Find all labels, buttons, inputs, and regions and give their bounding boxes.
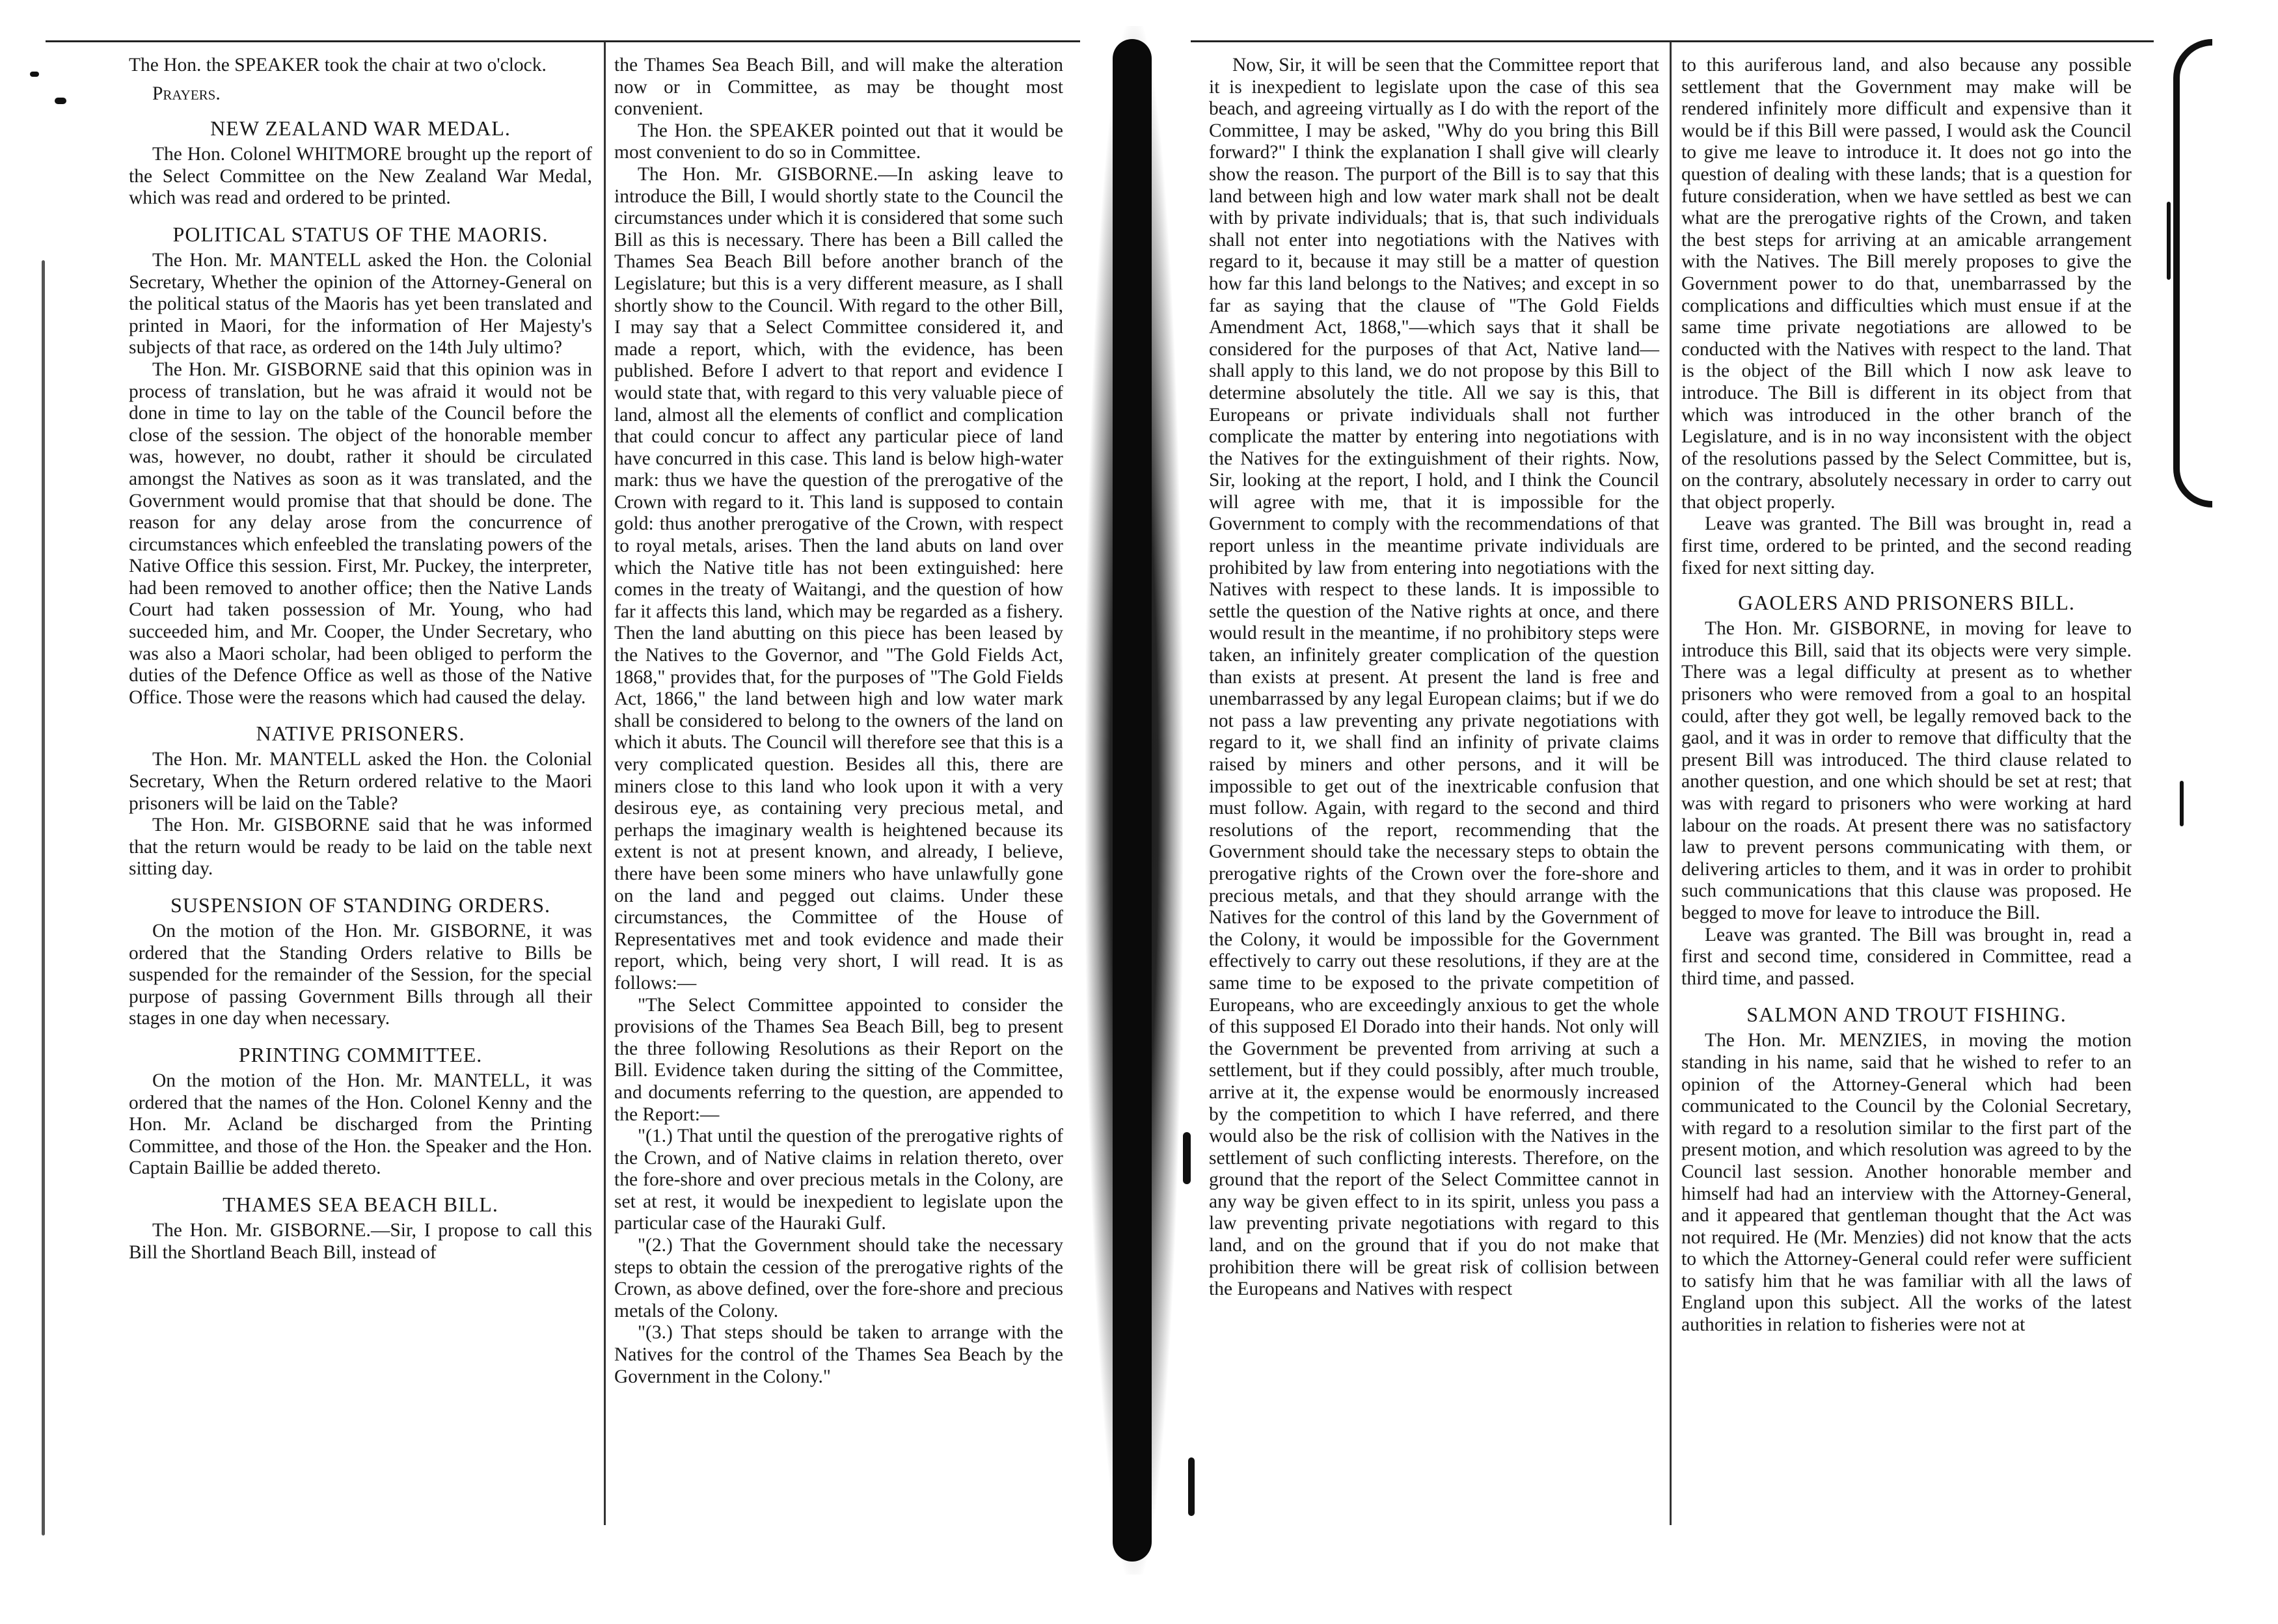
paragraph: to this auriferous land, and also because any possible settlement that the Government may make will be rendered infinitely more difficult and expensive than it would be if this Bill were passed, I would ask the Council to give me leave to introduce it. It does not go into the question of dealing with these lands; that is a question for future consideration, when we have settled as best we can what are the prerogative rights of the Crown, and taken the best steps for arriving at an amicable arrangement with the Natives. The Bill merely proposes to give the Government power to do that, unembarrassed by the complications and difficulties which must ensue if at the same time private negotiations are allowed to be conducted with the Natives with respect to the land. That is the object of the Bill which I now ask leave to introduce. The Bill is different in its object from that which was introduced in the other branch of the Legislature, and is in no way inconsistent with the object of the resolutions passed by the Select Committee, but is, on the contrary, absolutely necessary in order to carry out that object properly. [1681, 55, 2132, 513]
margin-mark-left-2 [30, 72, 39, 77]
paragraph: The Hon. Mr. GISBORNE.—Sir, I propose to call this Bill the Shortland Beach Bill, instead of [129, 1219, 592, 1263]
paragraph: The Hon. Mr. GISBORNE said that he was informed that the return would be ready to be laid on the table next sitting day. [129, 815, 592, 880]
paragraph: The Hon. the SPEAKER pointed out that it would be most convenient to do so in Committee. [614, 120, 1063, 163]
quoted-resolution: "(1.) That until the question of the prerogative rights of the Crown, and of Native claims in relation thereto, over the fore-shore and over precious metals in the Colony, are set at rest, it would be inexpedient to legislate upon the particular case of the Hauraki Gulf. [614, 1126, 1063, 1234]
paragraph: The Hon. Mr. MENZIES, in moving the motion standing in his name, said that he wished to refer to an opinion of the Attorney-General which had been communicated to the Council by the Colonial Secretary, with regard to a resolution similar to the first part of the present motion, and which resolution was agreed to by the Council last session. Another honorable member and himself had had an interview with the Attorney-General, and it appeared that gentleman thought that the Act was not required. He (Mr. Menzies) did not know that the acts to which the Attorney-General could refer were sufficient to satisfy him that he was familiar with all the laws of England upon this subject. All the works of the latest authorities in relation to fisheries were not at [1681, 1030, 2132, 1336]
margin-mark-right-1 [2167, 202, 2171, 280]
margin-mark-gutter-2 [1188, 1457, 1195, 1516]
quoted-resolution: "The Select Committee appointed to consider the provisions of the Thames Sea Beach Bill, beg to present the three following Resolutions as their Report on the Bill. Evidence taken during the sitting of the Committee, and documents referring to the question, are appended to the Report:— [614, 994, 1063, 1125]
paragraph: On the motion of the Hon. Mr. MANTELL, it was ordered that the names of the Hon. Colonel Kenny and the Hon. Mr. Acland be discharged from the Printing Committee, and those of the Hon. the Speaker and the Hon. Captain Baillie be added thereto. [129, 1070, 592, 1179]
column-4 [1681, 55, 2132, 1336]
column-divider-right [1670, 42, 1672, 1525]
section-heading: THAMES SEA BEACH BILL. [223, 1192, 498, 1216]
margin-mark-left-edge [42, 260, 45, 1536]
section-heading: PRINTING COMMITTEE. [238, 1042, 483, 1066]
paragraph: The Hon. Colonel WHITMORE brought up the report of the Select Committee on the New Zealand War Medal, which was read and ordered to be printed. [129, 144, 592, 209]
paragraph: The Hon. Mr. MANTELL asked the Hon. the Colonial Secretary, Whether the opinion of the Attorney-General on the political status of the Maoris has yet been translated and printed in Maori, for the information of Her Majesty's subjects of that race, as ordered on the 14th July ultimo? [129, 249, 592, 359]
margin-mark-left [55, 98, 66, 104]
binding-gutter-core [1113, 39, 1152, 1562]
paragraph: On the motion of the Hon. Mr. GISBORNE, it was ordered that the Standing Orders relative to Bills be suspended for the remainder of the Session, for the special purpose of passing Government Bills through all their stages in one day when necessary. [129, 921, 592, 1029]
column-2 [614, 55, 1063, 1388]
paragraph: Now, Sir, it will be seen that the Committee report that it is inexpedient to legislate upon the case of this sea beach, and agreeing virtually as I do with the report of the Committee, I may be asked, "Why do you bring this Bill forward?" I think the explanation I shall give will clearly show the reason. The purport of the Bill is to say that this land between high and low water mark shall not be dealt with by private individuals; that is, that such individuals shall not enter into negotiations with the Natives with regard to it, because it may still be a matter of question how far this land belongs to the Natives; and except in so far as saying that the clause of "The Gold Fields Amendment Act, 1868,"—which says that it shall be considered for the purposes of that Act, Native land—shall apply to this land, we do not propose by this Bill to determine absolutely the title. All we say is this, that Europeans or private individuals shall not further complicate the matter by entering into negotiations with the Natives for the extinguishment of their rights. Now, Sir, looking at the report, I hold, and I think the Council will agree with me, that it is impossible for the Government to comply with the recommendations of that report unless in the meantime private individuals are prohibited by law from entering into negotiations with the Natives with respect to these lands. It is impossible to settle the question of the Native rights at once, and there would result in the meantime, if no prohibitory steps were taken, an infinitely greater complication of the question than exists at present. At present the land is free and unembarrassed by any legal European claims; but if we do not pass a law preventing any private negotiations with regard to it, we shall find an infinity of private claims raised by miners and other persons, and it will be impossible to get out of the inextricable confusion that must follow. Again, with regard to the second and third resolutions of the report, recommending that the Government should take the necessary steps to obtain the prerogative rights of the Crown over the fore-shore and precious metals, and that they should arrange with the Natives for the control of this land by the Government of the Colony, it would be impossible for the Government effectively to carry out these resolutions, if they are at the same time to be exposed to the private competition of Europeans, who are exceedingly anxious to get the whole of this supposed El Dorado into their hands. Not only will the Government be prevented from arriving at such a settlement, but if they could possibly, after much trouble, arrive at it, the expense would be enormously increased by the competition to which I have referred, and there would also be the risk of collision with the Natives in the settlement of such conflicting interests. Therefore, on the ground that the report of the Select Committee cannot in any way be given effect to in its spirit, unless you pass a law preventing private negotiations with regard to this land, and on the ground that if you do not make that prohibition there will be great risk of collision between the Europeans and Natives with respect [1209, 55, 1659, 1300]
paragraph: The Hon. Mr. MANTELL asked the Hon. the Colonial Secretary, When the Return ordered relative to the Maori prisoners will be laid on the Table? [129, 749, 592, 814]
section-heading: NEW ZEALAND WAR MEDAL. [210, 116, 511, 141]
quoted-resolution: "(2.) That the Government should take the necessary steps to obtain the cession of the prerogative rights of the Crown, as above defined, over the fore-shore and precious metals of the Colony. [614, 1235, 1063, 1321]
paragraph: the Thames Sea Beach Bill, and will make the alteration now or in Committee, as may be thought most convenient. [614, 55, 1063, 120]
paragraph: The Hon. the SPEAKER took the chair at two o'clock. [129, 55, 547, 75]
margin-mark-gutter-1 [1183, 1132, 1191, 1184]
section-heading: GAOLERS AND PRISONERS BILL. [1738, 591, 2075, 615]
paragraph: The Hon. Mr. GISBORNE, in moving for leave to introduce this Bill, said that its objects were very simple. There was a legal difficulty at present as to whether prisoners who were removed from a goal to an hospital could, after they got well, be legally removed back to the gaol, and it was in order to remove that difficulty that the present Bill was introduced. The third clause related to another question, and one which should be set at rest; that was with regard to prisoners who were working at hard labour on the roads. At present there was no satisfactory law to prevent persons communicating with them, or delivering articles to them, and it was in order to prohibit such communications that this clause was proposed. He begged to move for leave to introduce the Bill. [1681, 618, 2132, 923]
column-divider-left [604, 42, 606, 1525]
paragraph: Leave was granted. The Bill was brought in, read a first time, ordered to be printed, and the second reading fixed for next sitting day. [1681, 513, 2132, 578]
margin-bracket-right [2173, 39, 2212, 508]
section-heading: NATIVE PRISONERS. [256, 722, 465, 746]
paragraph: Leave was granted. The Bill was brought in, read a first and second time, considered in Committee, read a third time, and passed. [1681, 924, 2132, 989]
column-1 [129, 55, 592, 1264]
section-heading: SUSPENSION OF STANDING ORDERS. [170, 893, 550, 917]
paragraph: The Hon. Mr. GISBORNE.—In asking leave to introduce the Bill, I would shortly state to the Council the circumstances under which it is considered that some such Bill as this is necessary. There has been a Bill called the Thames Sea Beach Bill before another branch of the Legislature; but this is a very different measure, as I shall shortly show to the Council. With regard to the other Bill, I may say that a Select Committee considered it, and made a report, which, with the evidence, has been published. Before I advert to that report and evidence I would state that, with regard to this very valuable piece of land, almost all the elements of conflict and complication that could concur to affect any particular piece of land have concurred in this case. This land is below high-water mark: thus we have the question of the prerogative of the Crown with regard to it. This land is supposed to contain gold: thus another prerogative of the Crown, with respect to royal metals, arises. Then the land abuts on land over which the Native title has not been extinguished: here comes in the treaty of Waitangi, and the question of how far it affects this land, which may be regarded as a fishery. Then the land abutting on this piece has been leased by the Natives to the Governor, and "The Gold Fields Act, 1868," provides that, for the purposes of "The Gold Fields Act, 1866," the land between high and low water mark shall be considered to belong to the owners of the land on which it abuts. The Council will therefore see that this is a very complicated question. Besides all this, there are miners close to this land who look upon it with a very desirous eye, as containing very precious metal, and perhaps the imaginary wealth is heightened because its extent is not at present known, and already, I believe, there have been some miners who have unlawfully gone on the land and pegged out claims. Under these circumstances, the Committee of the House of Representatives met and took evidence and made their report, which, being very short, I will read. It is as follows:— [614, 163, 1063, 994]
section-heading: POLITICAL STATUS OF THE MAORIS. [172, 222, 549, 246]
quoted-resolution: "(3.) That steps should be taken to arrange with the Natives for the control of the Thames Sea Beach by the Government in the Colony." [614, 1322, 1063, 1387]
top-rule-left [46, 40, 1080, 42]
margin-mark-right-2 [2180, 781, 2184, 826]
top-rule-right [1191, 40, 2154, 42]
section-heading: SALMON AND TROUT FISHING. [1746, 1003, 2067, 1027]
column-3 [1209, 55, 1659, 1301]
paragraph: The Hon. Mr. GISBORNE said that this opinion was in process of translation, but he was afraid it would not be done in time to lay on the table of the Council before the close of the session. The object of the honorable member was, however, no doubt, rather it should be circulated amongst the Natives as soon as it was translated, and the Government would promise that that should be done. The reason for any delay arose from the concurrence of circumstances which enfeebled the translating powers of the Native Office this session. First, Mr. Puckey, the interpreter, had been removed to another office; then the Native Lands Court had taken possession of Mr. Young, who had succeeded him, and Mr. Cooper, the Under Secretary, who was also a Maori scholar, had been obliged to perform the duties of the Defence Office as well as those of the Native Office. Those were the reasons which had caused the delay. [129, 359, 592, 708]
prayers-label: Prayers. [152, 83, 221, 104]
